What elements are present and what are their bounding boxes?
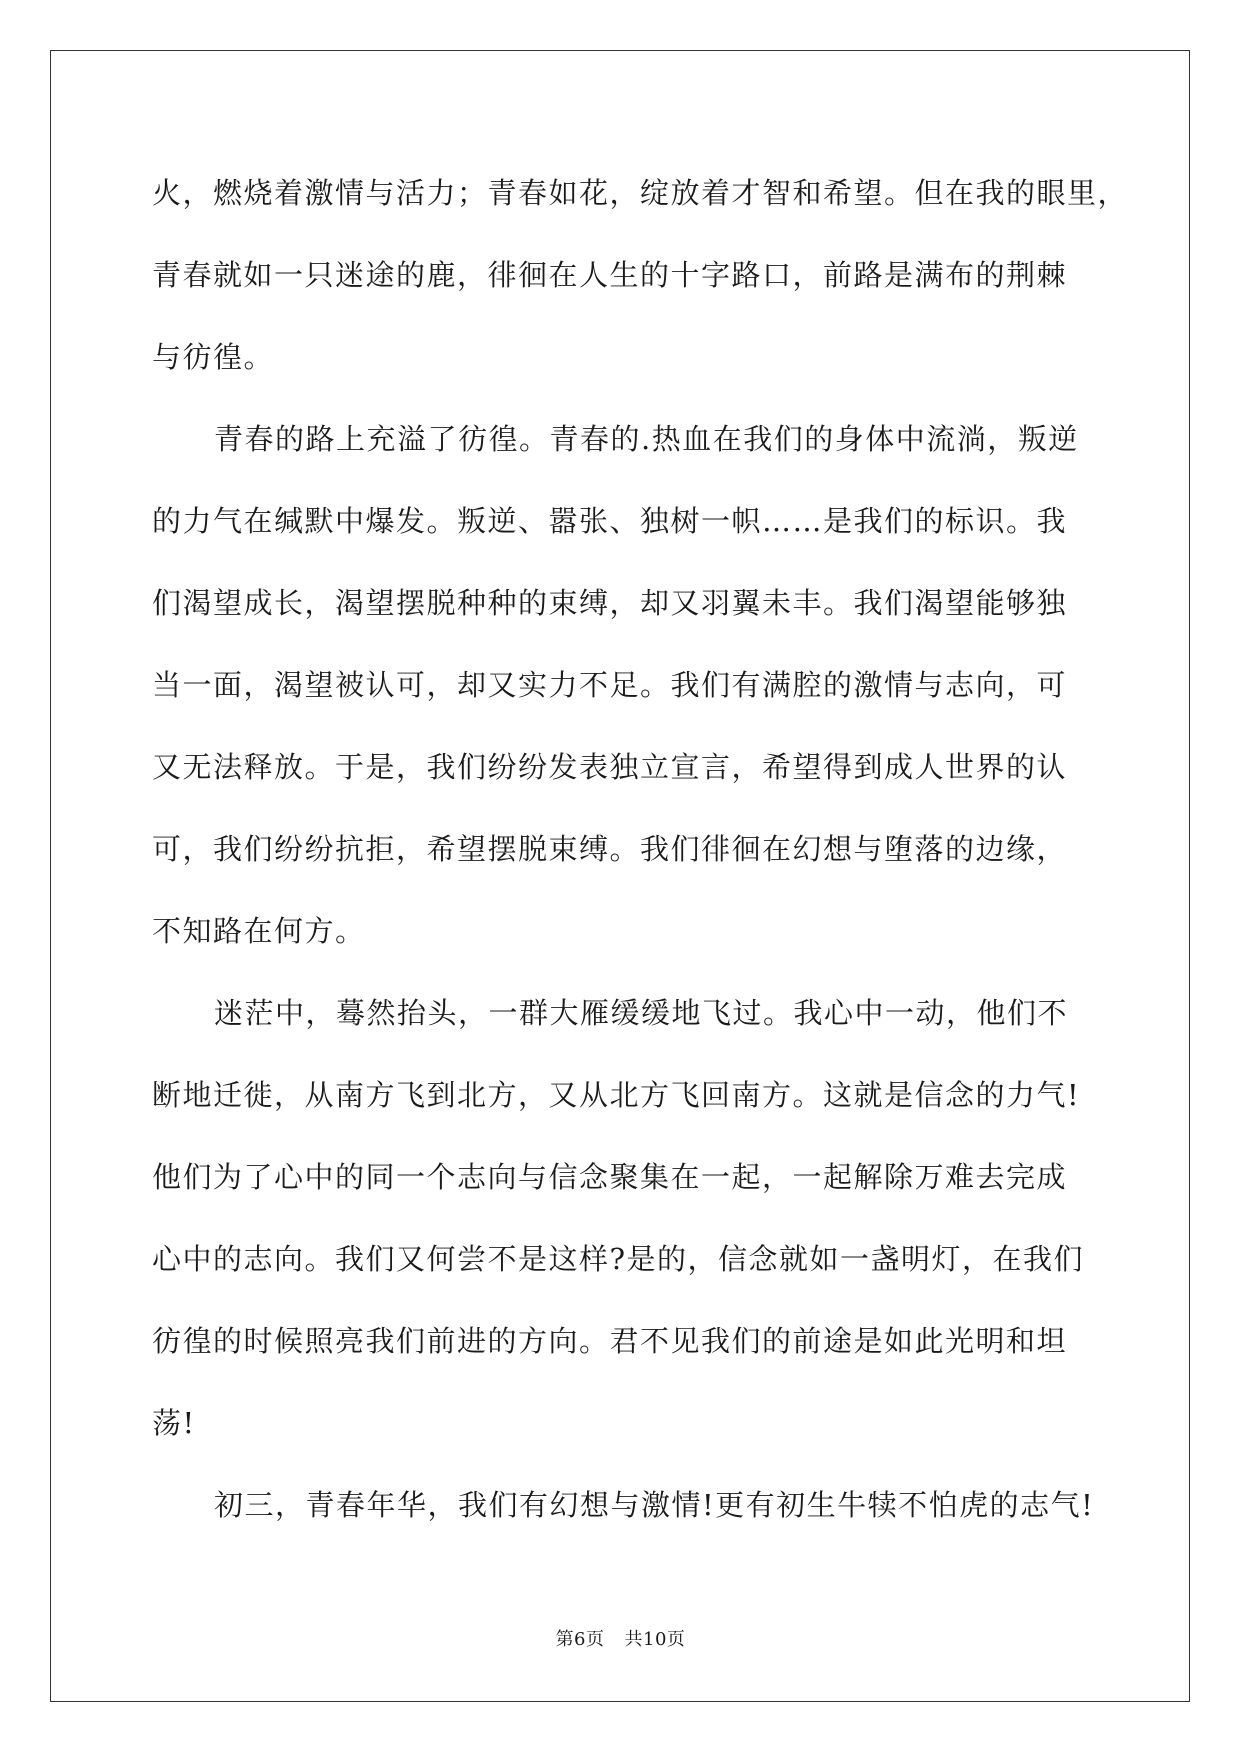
text-line-5: 的力气在缄默中爆发。叛逆、嚣张、独树一帜……是我们的标识。我 bbox=[152, 504, 1068, 538]
page-number-current: 第6页 bbox=[555, 1629, 605, 1650]
text-line-3: 与彷徨。 bbox=[152, 340, 275, 374]
text-line-14: 心中的志向。我们又何尝不是这样?是的，信念就如一盏明灯，在我们 bbox=[152, 1242, 1085, 1276]
text-line-10: 不知路在何方。 bbox=[152, 914, 366, 948]
text-line-15: 彷徨的时候照亮我们前进的方向。君不见我们的前途是如此光明和坦 bbox=[152, 1324, 1068, 1358]
text-line-13: 他们为了心中的同一个志向与信念聚集在一起，一起解除万难去完成 bbox=[152, 1160, 1068, 1194]
text-line-8: 又无法释放。于是，我们纷纷发表独立宣言，希望得到成人世界的认 bbox=[152, 750, 1068, 784]
text-line-1: 火，燃烧着激情与活力；青春如花，绽放着才智和希望。但在我的眼里， bbox=[152, 176, 1129, 210]
body-text bbox=[152, 166, 1129, 1560]
text-line-11: 迷茫中，蓦然抬头，一群大雁缓缓地飞过。我心中一动，他们不 bbox=[214, 996, 1069, 1030]
text-line-2: 青春就如一只迷途的鹿，徘徊在人生的十字路口，前路是满布的荆棘 bbox=[152, 258, 1068, 292]
text-line-7: 当一面，渴望被认可，却又实力不足。我们有满腔的激情与志向，可 bbox=[152, 668, 1068, 702]
text-line-4: 青春的路上充溢了彷徨。青春的.热血在我们的身体中流淌，叛逆 bbox=[214, 422, 1079, 456]
text-line-12: 断地迁徙，从南方飞到北方，又从北方飞回南方。这就是信念的力气! bbox=[152, 1078, 1081, 1112]
page-number-total: 共10页 bbox=[624, 1629, 686, 1650]
page-footer bbox=[0, 1625, 1241, 1651]
text-line-17: 初三，青春年华，我们有幻想与激情!更有初生牛犊不怕虎的志气! bbox=[214, 1488, 1095, 1522]
text-line-16: 荡! bbox=[152, 1406, 196, 1440]
text-line-9: 可，我们纷纷抗拒，希望摆脱束缚。我们徘徊在幻想与堕落的边缘， bbox=[152, 832, 1068, 866]
text-line-6: 们渴望成长，渴望摆脱种种的束缚，却又羽翼未丰。我们渴望能够独 bbox=[152, 586, 1068, 620]
